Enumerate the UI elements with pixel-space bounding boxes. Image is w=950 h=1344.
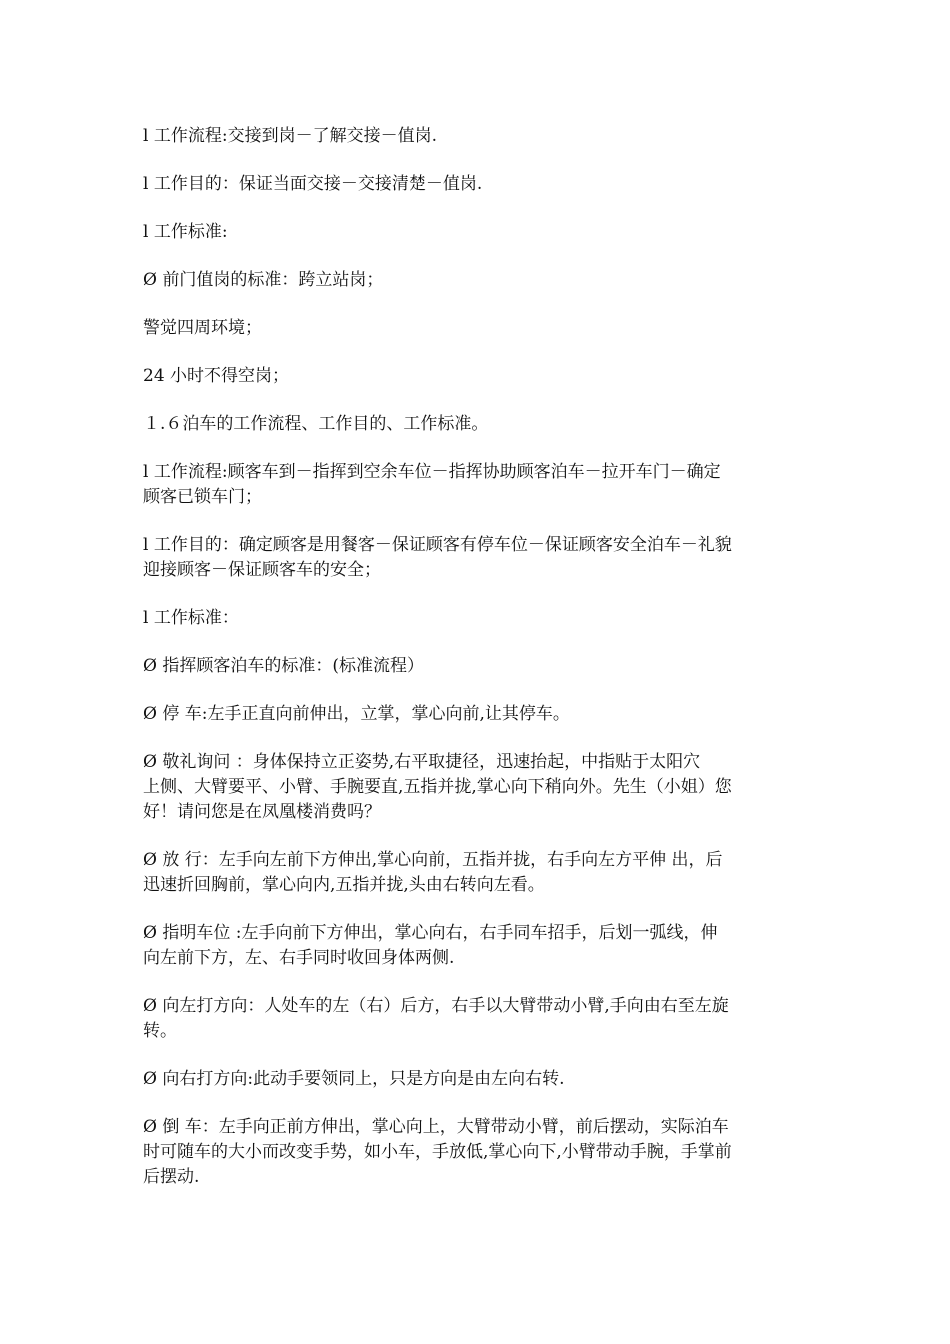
- paragraph: [143, 1115, 811, 1190]
- document-body: [143, 124, 811, 1213]
- paragraph: [143, 172, 811, 197]
- paragraph: [143, 606, 811, 631]
- paragraph: [143, 316, 811, 341]
- paragraph-line: Ø 前门值岗的标准：跨立站岗；: [143, 270, 384, 290]
- paragraph: [143, 220, 811, 245]
- paragraph: [143, 1067, 811, 1092]
- paragraph-line: Ø 向左打方向：人处车的左（右）后方，右手以大臂带动小臂,手向由右至左旋: [143, 996, 729, 1016]
- paragraph: [143, 124, 811, 149]
- paragraph-line: 顾客已锁车门；: [143, 487, 262, 507]
- paragraph-line: l 工作标准:: [143, 222, 228, 242]
- paragraph-line: 向左前下方，左、右手同时收回身体两侧.: [143, 948, 455, 968]
- paragraph: [143, 460, 811, 510]
- paragraph-line: Ø 指明车位 :左手向前下方伸出，掌心向右，右手同车招手，后划一弧线，伸: [143, 923, 718, 943]
- paragraph-line: Ø 停 车:左手正直向前伸出，立掌，掌心向前,让其停车。: [143, 704, 570, 724]
- paragraph-line: 警觉四周环境；: [143, 318, 262, 338]
- paragraph-line: 好！请问您是在凤凰楼消费吗？: [143, 802, 381, 822]
- paragraph: [143, 412, 811, 437]
- paragraph-line: １.６泊车的工作流程、工作目的、工作标准。: [143, 414, 489, 434]
- paragraph-line: Ø 倒 车：左手向正前方伸出，掌心向上，大臂带动小臂，前后摆动，实际泊车: [143, 1117, 729, 1137]
- paragraph-line: 迅速折回胸前，掌心向内,五指并拢,头由右转向左看。: [143, 875, 545, 895]
- paragraph-line: 后摆动.: [143, 1167, 200, 1187]
- paragraph: [143, 533, 811, 583]
- paragraph-line: 转。: [143, 1021, 177, 1041]
- paragraph: [143, 994, 811, 1044]
- paragraph: [143, 702, 811, 727]
- paragraph-line: Ø 敬礼询问 ：身体保持立正姿势,右平取捷径，迅速抬起，中指贴于太阳穴: [143, 752, 701, 772]
- paragraph: [143, 654, 811, 679]
- paragraph-line: l 工作目的：保证当面交接－交接清楚－值岗.: [143, 174, 483, 194]
- paragraph: [143, 848, 811, 898]
- paragraph-line: l 工作流程:交接到岗－了解交接－值岗.: [143, 126, 437, 146]
- paragraph: [143, 750, 811, 825]
- paragraph-line: l 工作流程:顾客车到－指挥到空余车位－指挥协助顾客泊车－拉开车门－确定: [143, 462, 721, 482]
- paragraph-line: l 工作目的：确定顾客是用餐客－保证顾客有停车位－保证顾客安全泊车－礼貌: [143, 535, 732, 555]
- paragraph: [143, 364, 811, 389]
- paragraph-line: l 工作标准：: [143, 608, 239, 628]
- paragraph-line: 时可随车的大小而改变手势，如小车，手放低,掌心向下,小臂带动手腕，手掌前: [143, 1142, 732, 1162]
- paragraph-line: 24 小时不得空岗；: [143, 366, 290, 386]
- paragraph-line: Ø 放 行：左手向左前下方伸出,掌心向前，五指并拢，右手向左方平伸 出，后: [143, 850, 723, 870]
- paragraph-line: Ø 指挥顾客泊车的标准：(标准流程）: [143, 656, 424, 676]
- paragraph-line: 迎接顾客－保证顾客车的安全；: [143, 560, 381, 580]
- paragraph: [143, 268, 811, 293]
- paragraph-line: 上侧、大臂要平、小臂、手腕要直,五指并拢,掌心向下稍向外。先生（小姐）您: [143, 777, 732, 797]
- paragraph: [143, 921, 811, 971]
- paragraph-line: Ø 向右打方向:此动手要领同上，只是方向是由左向右转.: [143, 1069, 565, 1089]
